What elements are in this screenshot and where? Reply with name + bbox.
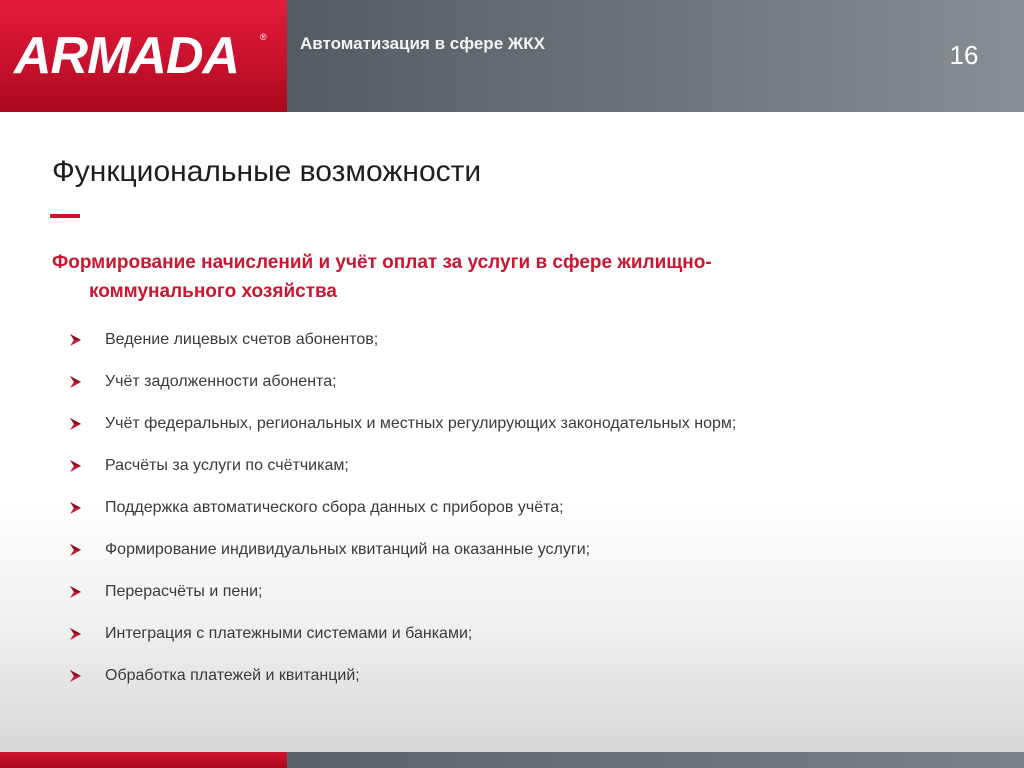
list-item-text: Учёт задолженности абонента;	[105, 373, 337, 390]
list-item	[68, 662, 998, 704]
arrow-bullet-icon	[68, 416, 84, 432]
list-item-text: Учёт федеральных, региональных и местных регулирующих законодательных норм;	[105, 415, 737, 432]
page-title: Функциональные возможности	[52, 155, 482, 188]
footer-red-bar	[0, 752, 287, 768]
list-item	[68, 410, 998, 452]
header-title: Автоматизация в сфере ЖКХ	[300, 34, 545, 53]
arrow-bullet-icon	[68, 500, 84, 516]
subheading-line-2: коммунального хозяйства	[89, 281, 337, 302]
arrow-bullet-icon	[68, 374, 84, 390]
list-item-text: Ведение лицевых счетов абонентов;	[105, 331, 379, 348]
section-subheading	[52, 248, 992, 306]
footer-gray-bar	[287, 752, 1024, 768]
registered-mark: ®	[260, 32, 267, 42]
arrow-bullet-icon	[68, 458, 84, 474]
arrow-bullet-icon	[68, 668, 84, 684]
list-item	[68, 620, 998, 662]
list-item	[68, 452, 998, 494]
list-item-text: Поддержка автоматического сбора данных с приборов учёта;	[105, 499, 564, 516]
list-item	[68, 578, 998, 620]
list-item	[68, 494, 998, 536]
arrow-bullet-icon	[68, 332, 84, 348]
arrow-bullet-icon	[68, 626, 84, 642]
header	[0, 0, 1024, 112]
header-bar	[287, 0, 1024, 112]
list-item-text: Интеграция с платежными системами и банками;	[105, 625, 473, 642]
logo-text: ARMADA	[14, 27, 240, 85]
page-number: 16	[949, 40, 979, 70]
logo	[0, 0, 287, 112]
list-item-text: Обработка платежей и квитанций;	[105, 667, 360, 684]
list-item	[68, 326, 998, 368]
feature-list	[68, 326, 998, 704]
title-accent-bar	[50, 214, 80, 218]
subheading-line-1: Формирование начислений и учёт оплат за услуги в сфере жилищно-	[52, 252, 712, 273]
list-item-text: Перерасчёты и пени;	[105, 583, 263, 600]
list-item-text: Расчёты за услуги по счётчикам;	[105, 457, 349, 474]
list-item	[68, 368, 998, 410]
list-item-text: Формирование индивидуальных квитанций на оказанные услуги;	[105, 541, 591, 558]
arrow-bullet-icon	[68, 584, 84, 600]
list-item	[68, 536, 998, 578]
arrow-bullet-icon	[68, 542, 84, 558]
